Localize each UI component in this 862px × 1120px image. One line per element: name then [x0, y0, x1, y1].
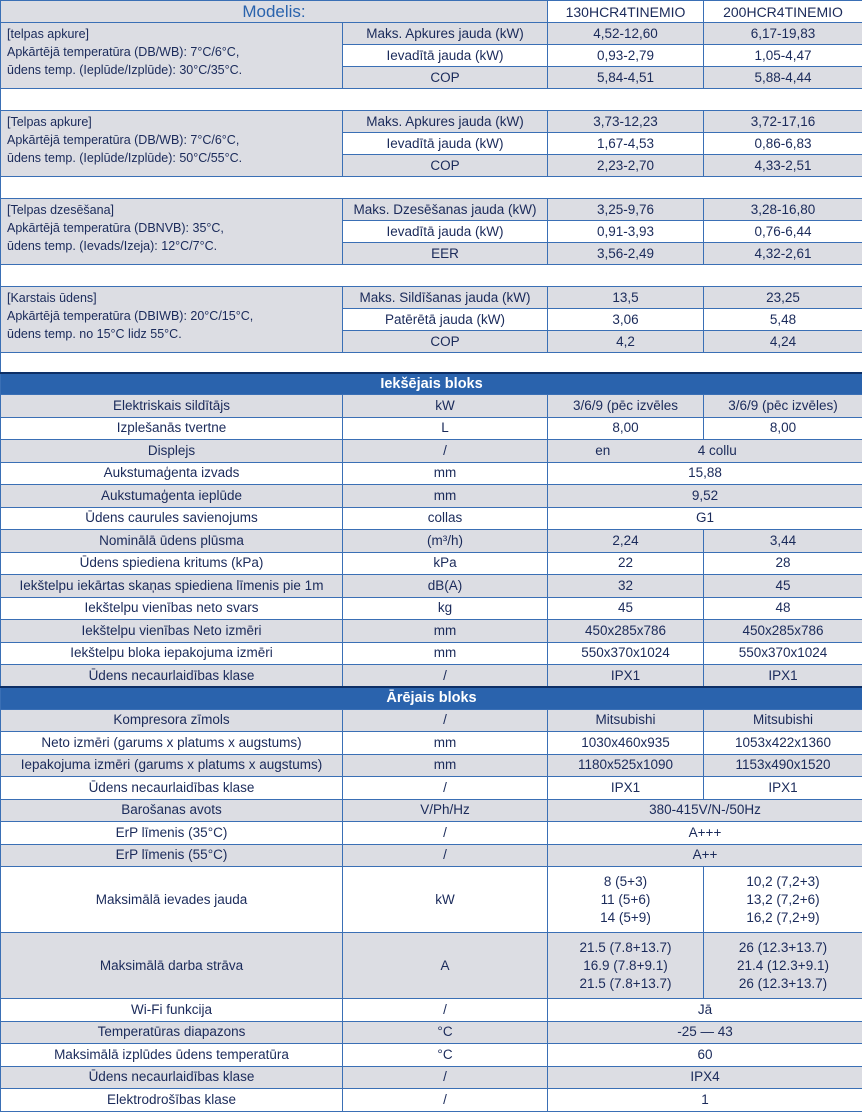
value-line: 21.5 (7.8+13.7) [579, 975, 672, 991]
model-1-value: 1180x525x1090 [548, 754, 704, 777]
spec-value: 60 [548, 1044, 862, 1067]
model-2-value: 4,33-2,51 [704, 155, 862, 177]
model-2-value: 28 [704, 552, 862, 575]
spec-unit: mm [343, 642, 548, 665]
metric-label: COP [343, 155, 548, 177]
metric-label: COP [343, 67, 548, 89]
condition-line: ūdens temp. (Ieplūde/Izplūde): 50°C/55°C. [7, 151, 243, 165]
model-1-value: 4,2 [548, 331, 704, 353]
spacer-cell [1, 177, 862, 199]
model-1-value: 0,93-2,79 [548, 45, 704, 67]
model-1-value: IPX1 [548, 777, 704, 800]
model-1-value: 5,84-4,51 [548, 67, 704, 89]
spacer-row [1, 265, 862, 287]
value-line: 13,2 (7,2+6) [746, 891, 820, 907]
spec-row [1, 754, 862, 777]
spec-label: Nominālā ūdens plūsma [1, 530, 343, 553]
value-line: 11 (5+6) [600, 891, 651, 907]
spec-unit: / [343, 1066, 548, 1089]
value-line: 16.9 (7.8+9.1) [583, 957, 668, 973]
spec-row [1, 822, 862, 845]
model-2-value: IPX1 [704, 777, 862, 800]
model-1-value: 3,56-2,49 [548, 243, 704, 265]
spec-row [1, 1089, 862, 1112]
spec-label: Ūdens caurules savienojums [1, 507, 343, 530]
outdoor-section-title: Ārējais bloks [1, 687, 862, 709]
spec-row [1, 799, 862, 822]
metric-label: Ievadītā jauda (kW) [343, 221, 548, 243]
indoor-section-header [1, 373, 862, 395]
spec-row [1, 777, 862, 800]
spec-row [1, 417, 862, 440]
model-2-value: 1153x490x1520 [704, 754, 862, 777]
spec-label: Elektrodrošības klase [1, 1089, 343, 1112]
performance-row [1, 111, 862, 133]
model-2-value: 5,48 [704, 309, 862, 331]
spec-label: Wi-Fi funkcija [1, 999, 343, 1022]
header-row [1, 1, 862, 23]
model-1-value: Mitsubishi [548, 709, 704, 732]
spec-row [1, 440, 862, 463]
spec-value: IPX4 [548, 1066, 862, 1089]
metric-label: Patērētā jauda (kW) [343, 309, 548, 331]
spec-row [1, 709, 862, 732]
value-line: 14 (5+9) [600, 909, 651, 925]
condition-line: Apkārtējā temperatūra (DBNVB): 35°C, [7, 221, 224, 235]
condition-line: ūdens temp. no 15°C lidz 55°C. [7, 327, 182, 341]
spec-label: Ūdens necaurlaidības klase [1, 1066, 343, 1089]
spec-row [1, 844, 862, 867]
model-1-header: 130HCR4TINEMIO [548, 1, 704, 23]
condition-cell [1, 111, 343, 177]
spec-label: Barošanas avots [1, 799, 343, 822]
value-line: 26 (12.3+13.7) [738, 939, 828, 955]
spec-label: Ūdens spiediena kritums (kPa) [1, 552, 343, 575]
spec-row [1, 530, 862, 553]
spec-value: A+++ [548, 822, 862, 845]
model-1-value: 550x370x1024 [548, 642, 704, 665]
spec-unit: L [343, 417, 548, 440]
model-1-value: 0,91-3,93 [548, 221, 704, 243]
spec-row [1, 642, 862, 665]
model-1-value: IPX1 [548, 665, 704, 688]
spec-unit: / [343, 844, 548, 867]
spec-value: 1 [548, 1089, 862, 1112]
model-2-value: 3,72-17,16 [704, 111, 862, 133]
condition-line: ūdens temp. (Ievads/Izeja): 12°C/7°C. [7, 239, 218, 253]
condition-line: [Karstais ūdens] [7, 291, 97, 305]
spec-label: Iekštelpu vienības neto svars [1, 597, 343, 620]
spec-unit: kW [343, 395, 548, 418]
model-2-value: 5,88-4,44 [704, 67, 862, 89]
model-2-value: 450x285x786 [704, 620, 862, 643]
spacer-row [1, 89, 862, 111]
model-2-value: 0,76-6,44 [704, 221, 862, 243]
model-2-value: 3,44 [704, 530, 862, 553]
value-line: 10,2 (7,2+3) [746, 873, 820, 889]
model-2-value: 3,28-16,80 [704, 199, 862, 221]
spec-label: Kompresora zīmols [1, 709, 343, 732]
spec-row [1, 575, 862, 598]
spec-value: Jā [548, 999, 862, 1022]
spec-unit: (m³/h) [343, 530, 548, 553]
spec-label: Temperatūras diapazons [1, 1021, 343, 1044]
spec-label: Iekštelpu bloka iepakojuma izmēri [1, 642, 343, 665]
model-1-value [548, 933, 704, 999]
spacer-cell [1, 353, 862, 373]
condition-line: [telpas apkure] [7, 27, 89, 41]
model-2-value [704, 933, 862, 999]
condition-line: Apkārtējā temperatūra (DBIWB): 20°C/15°C, [7, 309, 254, 323]
value-line: 21.5 (7.8+13.7) [579, 939, 672, 955]
spec-label: Izplešanās tvertne [1, 417, 343, 440]
condition-line: ūdens temp. (Ieplūde/Izplūde): 30°C/35°C. [7, 63, 243, 77]
spec-unit: / [343, 822, 548, 845]
spec-row [1, 867, 862, 933]
indoor-section-title: Iekšējais bloks [1, 373, 862, 395]
spec-row [1, 999, 862, 1022]
spec-row [1, 395, 862, 418]
spec-row [1, 485, 862, 508]
model-1-value: 1,67-4,53 [548, 133, 704, 155]
model-1-value: 3,73-12,23 [548, 111, 704, 133]
spec-value: 15,88 [548, 462, 862, 485]
model-2-value: 8,00 [704, 417, 862, 440]
spec-value: 9,52 [548, 485, 862, 508]
spec-value: G1 [548, 507, 862, 530]
model-2-value: 0,86-6,83 [704, 133, 862, 155]
spec-unit: mm [343, 462, 548, 485]
spec-unit: mm [343, 732, 548, 755]
metric-label: Ievadītā jauda (kW) [343, 45, 548, 67]
condition-line: [Telpas apkure] [7, 115, 92, 129]
model-1-value: 8,00 [548, 417, 704, 440]
spec-row [1, 732, 862, 755]
model-1-value: 3,25-9,76 [548, 199, 704, 221]
value-line: 8 (5+3) [603, 873, 648, 889]
modelis-label: Modelis: [1, 1, 548, 23]
spec-unit: / [343, 777, 548, 800]
model-2-header: 200HCR4TINEMIO [704, 1, 862, 23]
spec-label: Maksimālā darba strāva [1, 933, 343, 999]
spec-unit: collas [343, 507, 548, 530]
model-2-value: IPX1 [704, 665, 862, 688]
spec-unit: kg [343, 597, 548, 620]
spacer-cell [1, 265, 862, 287]
spec-label: ErP līmenis (55°C) [1, 844, 343, 867]
spec-label: Neto izmēri (garums x platums x augstums) [1, 732, 343, 755]
condition-cell [1, 23, 343, 89]
spec-label: Elektriskais sildītājs [1, 395, 343, 418]
model-2-value: 1053x422x1360 [704, 732, 862, 755]
spec-unit: / [343, 1089, 548, 1112]
metric-label: COP [343, 331, 548, 353]
metric-label: Maks. Dzesēšanas jauda (kW) [343, 199, 548, 221]
condition-line: [Telpas dzesēšana] [7, 203, 115, 217]
spacer-row [1, 353, 862, 373]
performance-row [1, 199, 862, 221]
spec-unit: V/Ph/Hz [343, 799, 548, 822]
spec-unit: °C [343, 1021, 548, 1044]
spec-row [1, 507, 862, 530]
model-2-value: 1,05-4,47 [704, 45, 862, 67]
condition-line: Apkārtējā temperatūra (DB/WB): 7°C/6°C, [7, 133, 240, 147]
model-2-value [704, 867, 862, 933]
model-1-value: 13,5 [548, 287, 704, 309]
spec-label: Aukstumaģenta ieplūde [1, 485, 343, 508]
model-1-value: 3,06 [548, 309, 704, 331]
model-1-value: 1030x460x935 [548, 732, 704, 755]
metric-label: Maks. Apkures jauda (kW) [343, 111, 548, 133]
spec-unit: °C [343, 1044, 548, 1067]
spec-label: Maksimālā ievades jauda [1, 867, 343, 933]
spec-unit: mm [343, 485, 548, 508]
model-2-value: 23,25 [704, 287, 862, 309]
display-size-value: 4 collu [697, 442, 737, 458]
spec-row [1, 620, 862, 643]
spec-value: A++ [548, 844, 862, 867]
model-2-value: Mitsubishi [704, 709, 862, 732]
model-2-value: 4,24 [704, 331, 862, 353]
spec-unit: / [343, 440, 548, 463]
spec-row [1, 1066, 862, 1089]
metric-label: EER [343, 243, 548, 265]
model-1-value: 22 [548, 552, 704, 575]
model-2-value: 6,17-19,83 [704, 23, 862, 45]
spec-row [1, 1044, 862, 1067]
spacer-cell [1, 89, 862, 111]
spec-unit: kPa [343, 552, 548, 575]
outdoor-section-header [1, 687, 862, 709]
spec-label: Iepakojuma izmēri (garums x platums x augstums) [1, 754, 343, 777]
spec-unit: / [343, 665, 548, 688]
spec-row [1, 665, 862, 688]
spec-unit: dB(A) [343, 575, 548, 598]
spec-label: Iekštelpu iekārtas skaņas spiediena līmenis pie 1m [1, 575, 343, 598]
spec-row [1, 1021, 862, 1044]
metric-label: Maks. Sildīšanas jauda (kW) [343, 287, 548, 309]
spec-label: ErP līmenis (35°C) [1, 822, 343, 845]
model-1-value: 2,23-2,70 [548, 155, 704, 177]
value-line: 16,2 (7,2+9) [746, 909, 820, 925]
model-2-value: 3/6/9 (pēc izvēles) [704, 395, 862, 418]
model-2-value: 4,32-2,61 [704, 243, 862, 265]
model-1-value: 2,24 [548, 530, 704, 553]
spec-row [1, 597, 862, 620]
spec-row [1, 933, 862, 999]
spec-row [1, 462, 862, 485]
model-2-value: 550x370x1024 [704, 642, 862, 665]
spec-unit: kW [343, 867, 548, 933]
spec-label: Ūdens necaurlaidības klase [1, 665, 343, 688]
spec-label: Displejs [1, 440, 343, 463]
spec-unit: / [343, 999, 548, 1022]
condition-line: Apkārtējā temperatūra (DB/WB): 7°C/6°C, [7, 45, 240, 59]
performance-row [1, 287, 862, 309]
spec-unit: / [343, 709, 548, 732]
model-1-value [548, 867, 704, 933]
model-1-value: 32 [548, 575, 704, 598]
spec-table-body [1, 1, 862, 1112]
metric-label: Ievadītā jauda (kW) [343, 133, 548, 155]
value-line: 21.4 (12.3+9.1) [737, 957, 829, 973]
spacer-row [1, 177, 862, 199]
spec-label: Iekštelpu vienības Neto izmēri [1, 620, 343, 643]
spec-value [548, 440, 862, 463]
spec-unit: mm [343, 754, 548, 777]
value-line: 26 (12.3+13.7) [738, 975, 828, 991]
model-1-value: 4,52-12,60 [548, 23, 704, 45]
condition-cell [1, 199, 343, 265]
condition-cell [1, 287, 343, 353]
spec-label: Maksimālā izplūdes ūdens temperatūra [1, 1044, 343, 1067]
model-2-value: 45 [704, 575, 862, 598]
spec-label: Ūdens necaurlaidības klase [1, 777, 343, 800]
spec-row [1, 552, 862, 575]
spec-unit: A [343, 933, 548, 999]
spec-label: Aukstumaģenta izvads [1, 462, 343, 485]
spec-value: -25 — 43 [548, 1021, 862, 1044]
display-en-text: en [595, 442, 611, 458]
model-1-value: 45 [548, 597, 704, 620]
performance-row [1, 23, 862, 45]
model-1-value: 450x285x786 [548, 620, 704, 643]
model-2-value: 48 [704, 597, 862, 620]
spec-unit: mm [343, 620, 548, 643]
spec-value: 380-415V/N-/50Hz [548, 799, 862, 822]
model-1-value: 3/6/9 (pēc izvēles [548, 395, 704, 418]
metric-label: Maks. Apkures jauda (kW) [343, 23, 548, 45]
